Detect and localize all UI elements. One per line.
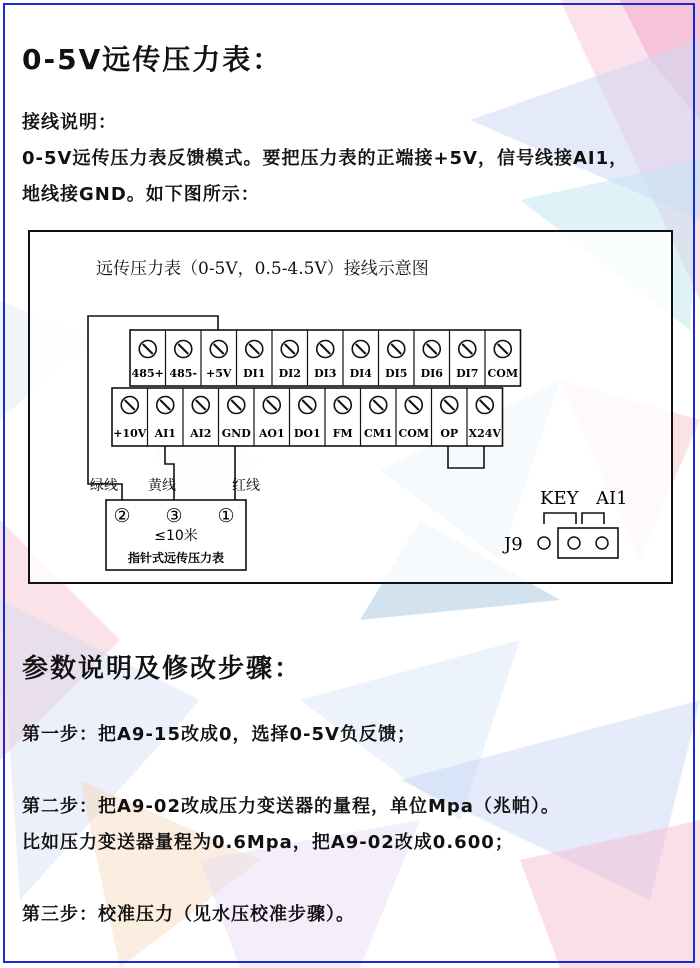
jumper-pin xyxy=(568,537,580,549)
intro-line-1: 0-5V远传压力表反馈模式。要把压力表的正端接+5V，信号线接AI1， xyxy=(22,148,629,169)
terminal-label-x24v: X24V xyxy=(468,427,501,440)
terminal-label-di3: DI3 xyxy=(314,367,337,380)
page-title: 0-5V远传压力表： xyxy=(22,43,283,76)
terminal-label-di6: DI6 xyxy=(420,367,443,380)
terminal-label-485-: 485- xyxy=(169,367,198,380)
jumper-pin xyxy=(596,537,608,549)
terminal-screw xyxy=(157,397,174,414)
terminal-label-+5v: +5V xyxy=(206,367,232,380)
terminal-screw xyxy=(246,341,263,358)
terminal-label-di7: DI7 xyxy=(456,367,479,380)
terminal-screw xyxy=(441,397,458,414)
gauge-name: 指针式远传压力表 xyxy=(127,551,225,565)
terminal-screw xyxy=(459,341,476,358)
terminal-label-ai2: AI2 xyxy=(190,427,212,440)
gauge-pin-3: ③ xyxy=(165,505,183,527)
terminal-screw xyxy=(175,341,192,358)
terminal-screw xyxy=(388,341,405,358)
terminal-label-di1: DI1 xyxy=(243,367,266,380)
terminal-screw xyxy=(423,341,440,358)
step-1: 第一步：把A9-15改成0，选择0-5V负反馈； xyxy=(22,724,416,745)
terminal-label-gnd: GND xyxy=(221,427,251,440)
terminal-screw xyxy=(139,341,156,358)
jumper-ai1-label: AI1 xyxy=(596,488,628,509)
terminal-label-485+: 485+ xyxy=(131,367,164,380)
terminal-screw xyxy=(263,397,280,414)
terminal-label-di4: DI4 xyxy=(349,367,372,380)
wiring-diagram xyxy=(28,230,673,584)
jumper-bracket-ai1 xyxy=(582,513,604,524)
terminal-screw xyxy=(352,341,369,358)
step-3: 第三步：校准压力（见水压校准步骤）。 xyxy=(22,904,355,925)
terminal-label-com: COM xyxy=(487,367,519,380)
terminal-screw xyxy=(317,341,334,358)
terminal-label-com: COM xyxy=(398,427,430,440)
intro-subtitle: 接线说明： xyxy=(22,112,117,133)
terminal-label-ao1: AO1 xyxy=(258,427,285,440)
diagram-title: 远传压力表（0-5V，0.5-4.5V）接线示意图 xyxy=(96,259,429,279)
terminal-screw xyxy=(476,397,493,414)
gauge-distance: ≤10米 xyxy=(154,528,198,544)
jumper-bracket-key xyxy=(544,513,576,524)
gauge-pin-2: ② xyxy=(113,505,131,527)
terminal-label-di2: DI2 xyxy=(278,367,301,380)
step-2: 第二步：把A9-02改成压力变送器的量程，单位Mpa（兆帕）。 xyxy=(22,796,560,817)
params-heading: 参数说明及修改步骤： xyxy=(22,654,303,684)
terminal-screw xyxy=(405,397,422,414)
step-2-example: 比如压力变送器量程为0.6Mpa，把A9-02改成0.600； xyxy=(22,832,514,853)
terminal-screw xyxy=(334,397,351,414)
terminal-label-do1: DO1 xyxy=(293,427,321,440)
terminal-label-cm1: CM1 xyxy=(363,427,393,440)
wiring-diagram-drawing xyxy=(30,232,675,586)
terminal-label-op: OP xyxy=(440,427,459,440)
terminal-screw xyxy=(192,397,209,414)
jumper-j9-label: J9 xyxy=(504,534,523,555)
terminal-label-di5: DI5 xyxy=(385,367,408,380)
yellow-wire-label: 黄线 xyxy=(148,478,176,494)
green-wire-label: 绿线 xyxy=(90,478,118,494)
terminal-screw xyxy=(494,341,511,358)
jumper-pin xyxy=(538,537,550,549)
terminal-label-ai1: AI1 xyxy=(154,427,176,440)
op-x24v-jumper xyxy=(448,446,484,468)
terminal-screw xyxy=(228,397,245,414)
terminal-screw xyxy=(370,397,387,414)
intro-line-2: 地线接GND。如下图所示： xyxy=(22,184,260,205)
terminal-label-+10v: +10V xyxy=(113,427,147,440)
terminal-screw xyxy=(281,341,298,358)
red-wire-label: 红线 xyxy=(232,478,260,494)
gauge-pin-1: ① xyxy=(217,505,235,527)
jumper-key-label: KEY xyxy=(540,488,579,509)
terminal-screw xyxy=(121,397,138,414)
terminal-label-fm: FM xyxy=(332,427,353,440)
jumper-cap xyxy=(558,528,618,558)
terminal-screw xyxy=(210,341,227,358)
terminal-screw xyxy=(299,397,316,414)
